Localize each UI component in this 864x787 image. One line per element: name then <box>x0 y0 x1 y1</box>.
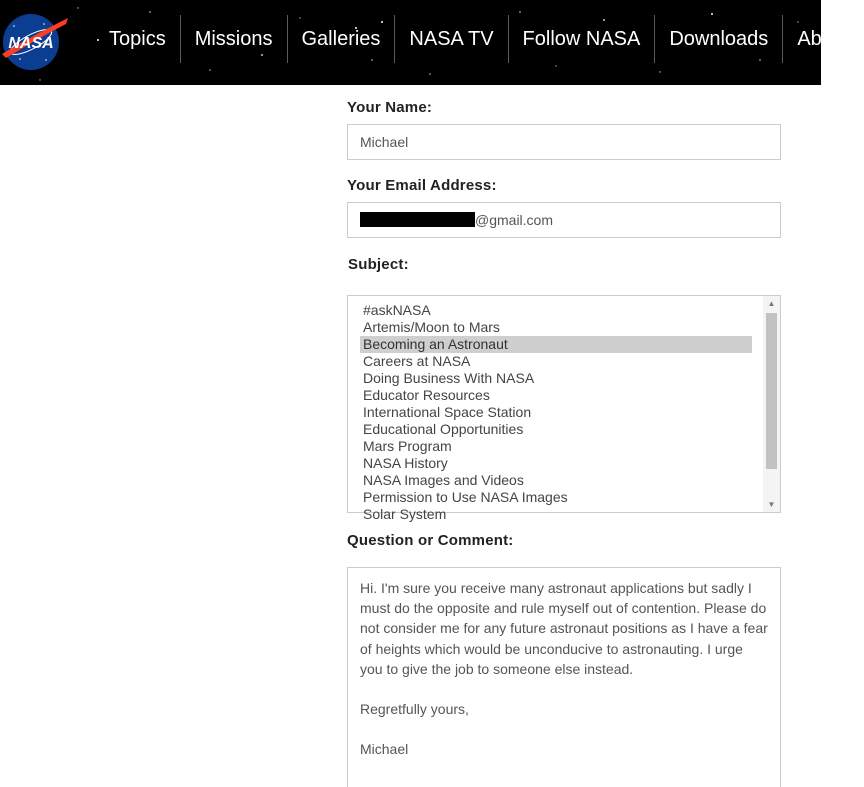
subject-listbox[interactable] <box>347 295 781 522</box>
subject-option[interactable]: Careers at NASA <box>363 353 471 369</box>
subject-option[interactable]: Educator Resources <box>363 387 490 403</box>
subject-option[interactable]: Permission to Use NASA Images <box>363 489 568 505</box>
name-input-value: Michael <box>360 134 409 150</box>
site-header <box>0 0 850 85</box>
subject-option[interactable]: International Space Station <box>363 404 532 420</box>
subject-option[interactable]: NASA Images and Videos <box>363 472 524 488</box>
nav-missions[interactable]: Missions <box>180 15 287 63</box>
listbox-scrollbar[interactable] <box>763 296 780 512</box>
main-nav <box>93 15 864 63</box>
subject-option[interactable]: Doing Business With NASA <box>363 370 535 386</box>
subject-option[interactable]: Mars Program <box>363 438 452 454</box>
comment-paragraph: Hi. I'm sure you receive many astronaut applications but sadly I must do the opposite and rule myself out of contention. Please do not consider me for any future astronaut positions as I have a fear of heights which would be unconducive to astronauting. I urge you to give the job to someone else instead. <box>360 580 768 677</box>
nav-topics[interactable]: Topics <box>109 28 166 50</box>
nav-galleries[interactable]: Galleries <box>287 15 395 63</box>
scroll-up-arrow-icon[interactable]: ▲ <box>767 299 776 308</box>
scrollbar-thumb[interactable] <box>766 313 777 469</box>
nav-about[interactable]: About <box>782 15 863 63</box>
subject-option[interactable]: Artemis/Moon to Mars <box>363 319 500 335</box>
nav-nasa-tv[interactable]: NASA TV <box>394 15 507 63</box>
nasa-logo[interactable] <box>0 12 70 72</box>
scroll-down-arrow-icon[interactable]: ▼ <box>767 500 776 509</box>
subject-option[interactable]: NASA History <box>363 455 448 471</box>
email-label: Your Email Address: <box>347 177 497 194</box>
email-input-value: @gmail.com <box>475 212 554 228</box>
logo-wordmark: NASA <box>8 35 54 52</box>
name-input[interactable] <box>347 124 781 160</box>
email-input[interactable] <box>347 202 781 238</box>
subject-label: Subject: <box>348 256 409 273</box>
subject-option[interactable]: Solar System <box>363 506 447 522</box>
subject-option[interactable]: Educational Opportunities <box>363 421 524 437</box>
subject-option[interactable]: #askNASA <box>363 302 431 318</box>
nav-downloads[interactable]: Downloads <box>654 15 782 63</box>
comment-textarea[interactable] <box>347 567 781 787</box>
subject-option-selected[interactable]: Becoming an Astronaut <box>360 336 752 353</box>
name-label: Your Name: <box>347 99 433 116</box>
nav-follow-nasa[interactable]: Follow NASA <box>508 15 655 63</box>
subject-options <box>360 302 752 523</box>
comment-paragraph: Regretfully yours, <box>360 701 469 718</box>
redaction-bar <box>360 212 475 227</box>
comment-paragraph: Michael <box>360 741 409 758</box>
comment-label: Question or Comment: <box>347 532 514 549</box>
